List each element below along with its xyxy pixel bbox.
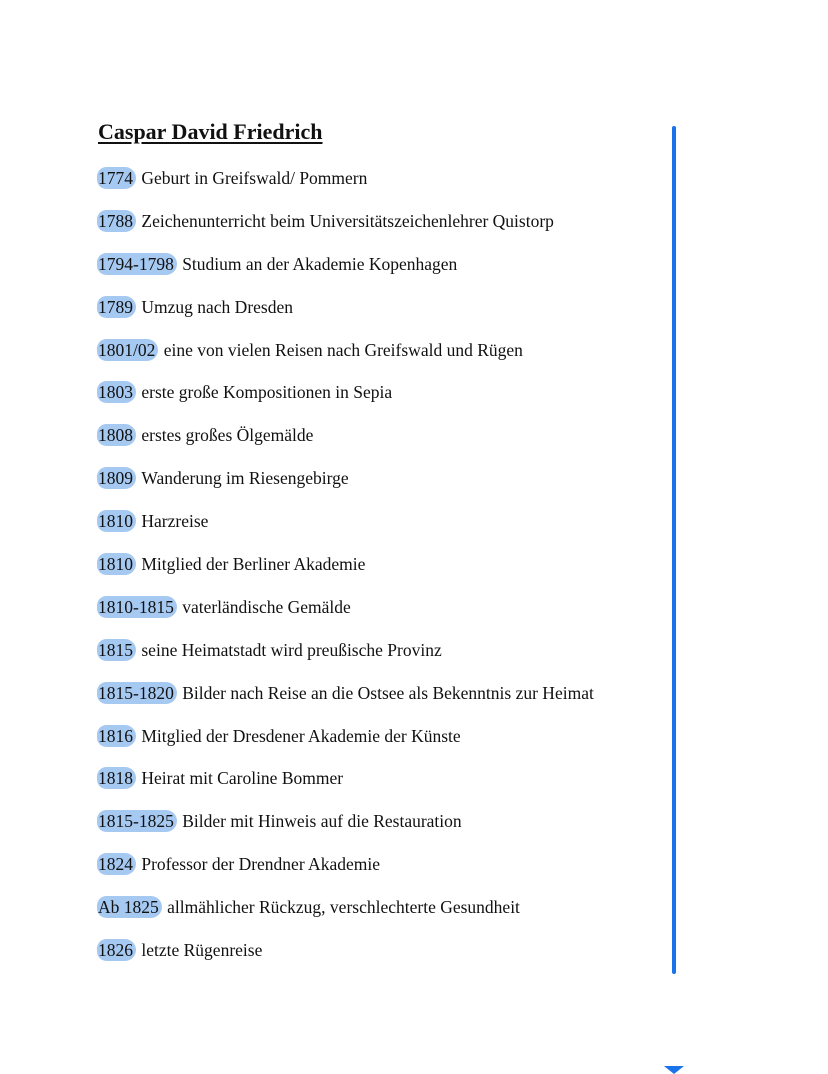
timeline-text: Mitglied der Berliner Akademie	[141, 554, 366, 575]
timeline-text: Geburt in Greifswald/ Pommern	[141, 168, 368, 188]
timeline-text: letzte Rügenreise	[141, 940, 263, 961]
timeline-text: allmählicher Rückzug, verschlechterte Gesundheit	[167, 897, 520, 918]
timeline-year[interactable]: 1794-1798	[97, 253, 177, 275]
timeline-year[interactable]: 1809	[97, 467, 136, 489]
timeline-entry	[98, 378, 594, 421]
timeline-entry	[98, 722, 594, 765]
timeline-year[interactable]: 1815-1825	[97, 810, 177, 832]
timeline-year[interactable]: 1789	[97, 296, 136, 318]
timeline-year[interactable]: 1803	[97, 381, 136, 403]
timeline-entry	[98, 550, 594, 593]
timeline-list	[98, 164, 594, 979]
timeline-text: Professor der Drendner Akademie	[141, 854, 380, 875]
timeline-entry	[98, 250, 594, 293]
timeline-entry	[98, 207, 594, 250]
timeline-text: Heirat mit Caroline Bommer	[141, 768, 344, 789]
timeline-entry	[98, 636, 594, 679]
selection-scrollbar[interactable]	[672, 126, 676, 974]
timeline-year[interactable]: 1815-1820	[97, 682, 177, 704]
timeline-entry	[98, 893, 594, 936]
timeline-year[interactable]: 1788	[97, 210, 136, 232]
timeline-entry	[98, 936, 594, 979]
timeline-entry	[98, 764, 594, 807]
timeline-year[interactable]: 1816	[97, 725, 136, 747]
timeline-year[interactable]: 1826	[97, 939, 136, 961]
timeline-text: vaterländische Gemälde	[182, 596, 351, 617]
timeline-text: Mitglied der Dresdener Akademie der Künste	[141, 725, 461, 746]
timeline-text: Harzreise	[141, 511, 209, 532]
timeline-year[interactable]: 1818	[97, 767, 136, 789]
timeline-text: Bilder mit Hinweis auf die Restauration	[182, 811, 462, 832]
timeline-year[interactable]: 1810	[97, 510, 136, 532]
timeline-entry	[98, 293, 594, 336]
page-title: Caspar David Friedrich	[98, 119, 323, 144]
timeline-text: eine von vielen Reisen nach Greifswald und Rügen	[163, 339, 523, 360]
timeline-entry	[98, 464, 594, 507]
timeline-text: Bilder nach Reise an die Ostsee als Bekenntnis zur Heimat	[182, 682, 594, 703]
timeline-year[interactable]: 1774	[97, 167, 136, 189]
timeline-year[interactable]: 1810	[97, 553, 136, 575]
timeline-year[interactable]: 1824	[97, 853, 136, 875]
timeline-entry	[98, 807, 594, 850]
timeline-text: Zeichenunterricht beim Universitätszeichenlehrer Quistorp	[141, 210, 554, 231]
timeline-entry	[98, 507, 594, 550]
timeline-entry	[98, 164, 594, 207]
timeline-text: Umzug nach Dresden	[141, 296, 293, 317]
timeline-text: erste große Kompositionen in Sepia	[141, 382, 393, 403]
timeline-text: erstes großes Ölgemälde	[141, 425, 314, 446]
timeline-entry	[98, 421, 594, 464]
timeline-entry	[98, 850, 594, 893]
chevron-down-icon[interactable]	[664, 1066, 684, 1074]
timeline-text: Wanderung im Riesengebirge	[141, 468, 349, 489]
timeline-entry	[98, 679, 594, 722]
timeline-year[interactable]: Ab 1825	[97, 896, 162, 918]
timeline-year[interactable]: 1801/02	[97, 339, 158, 361]
timeline-entry	[98, 336, 594, 379]
timeline-text: Studium an der Akademie Kopenhagen	[182, 253, 458, 274]
timeline-year[interactable]: 1810-1815	[97, 596, 177, 618]
timeline-text: seine Heimatstadt wird preußische Provinz	[141, 639, 442, 660]
timeline-entry	[98, 593, 594, 636]
timeline-year[interactable]: 1808	[97, 424, 136, 446]
timeline-year[interactable]: 1815	[97, 639, 136, 661]
